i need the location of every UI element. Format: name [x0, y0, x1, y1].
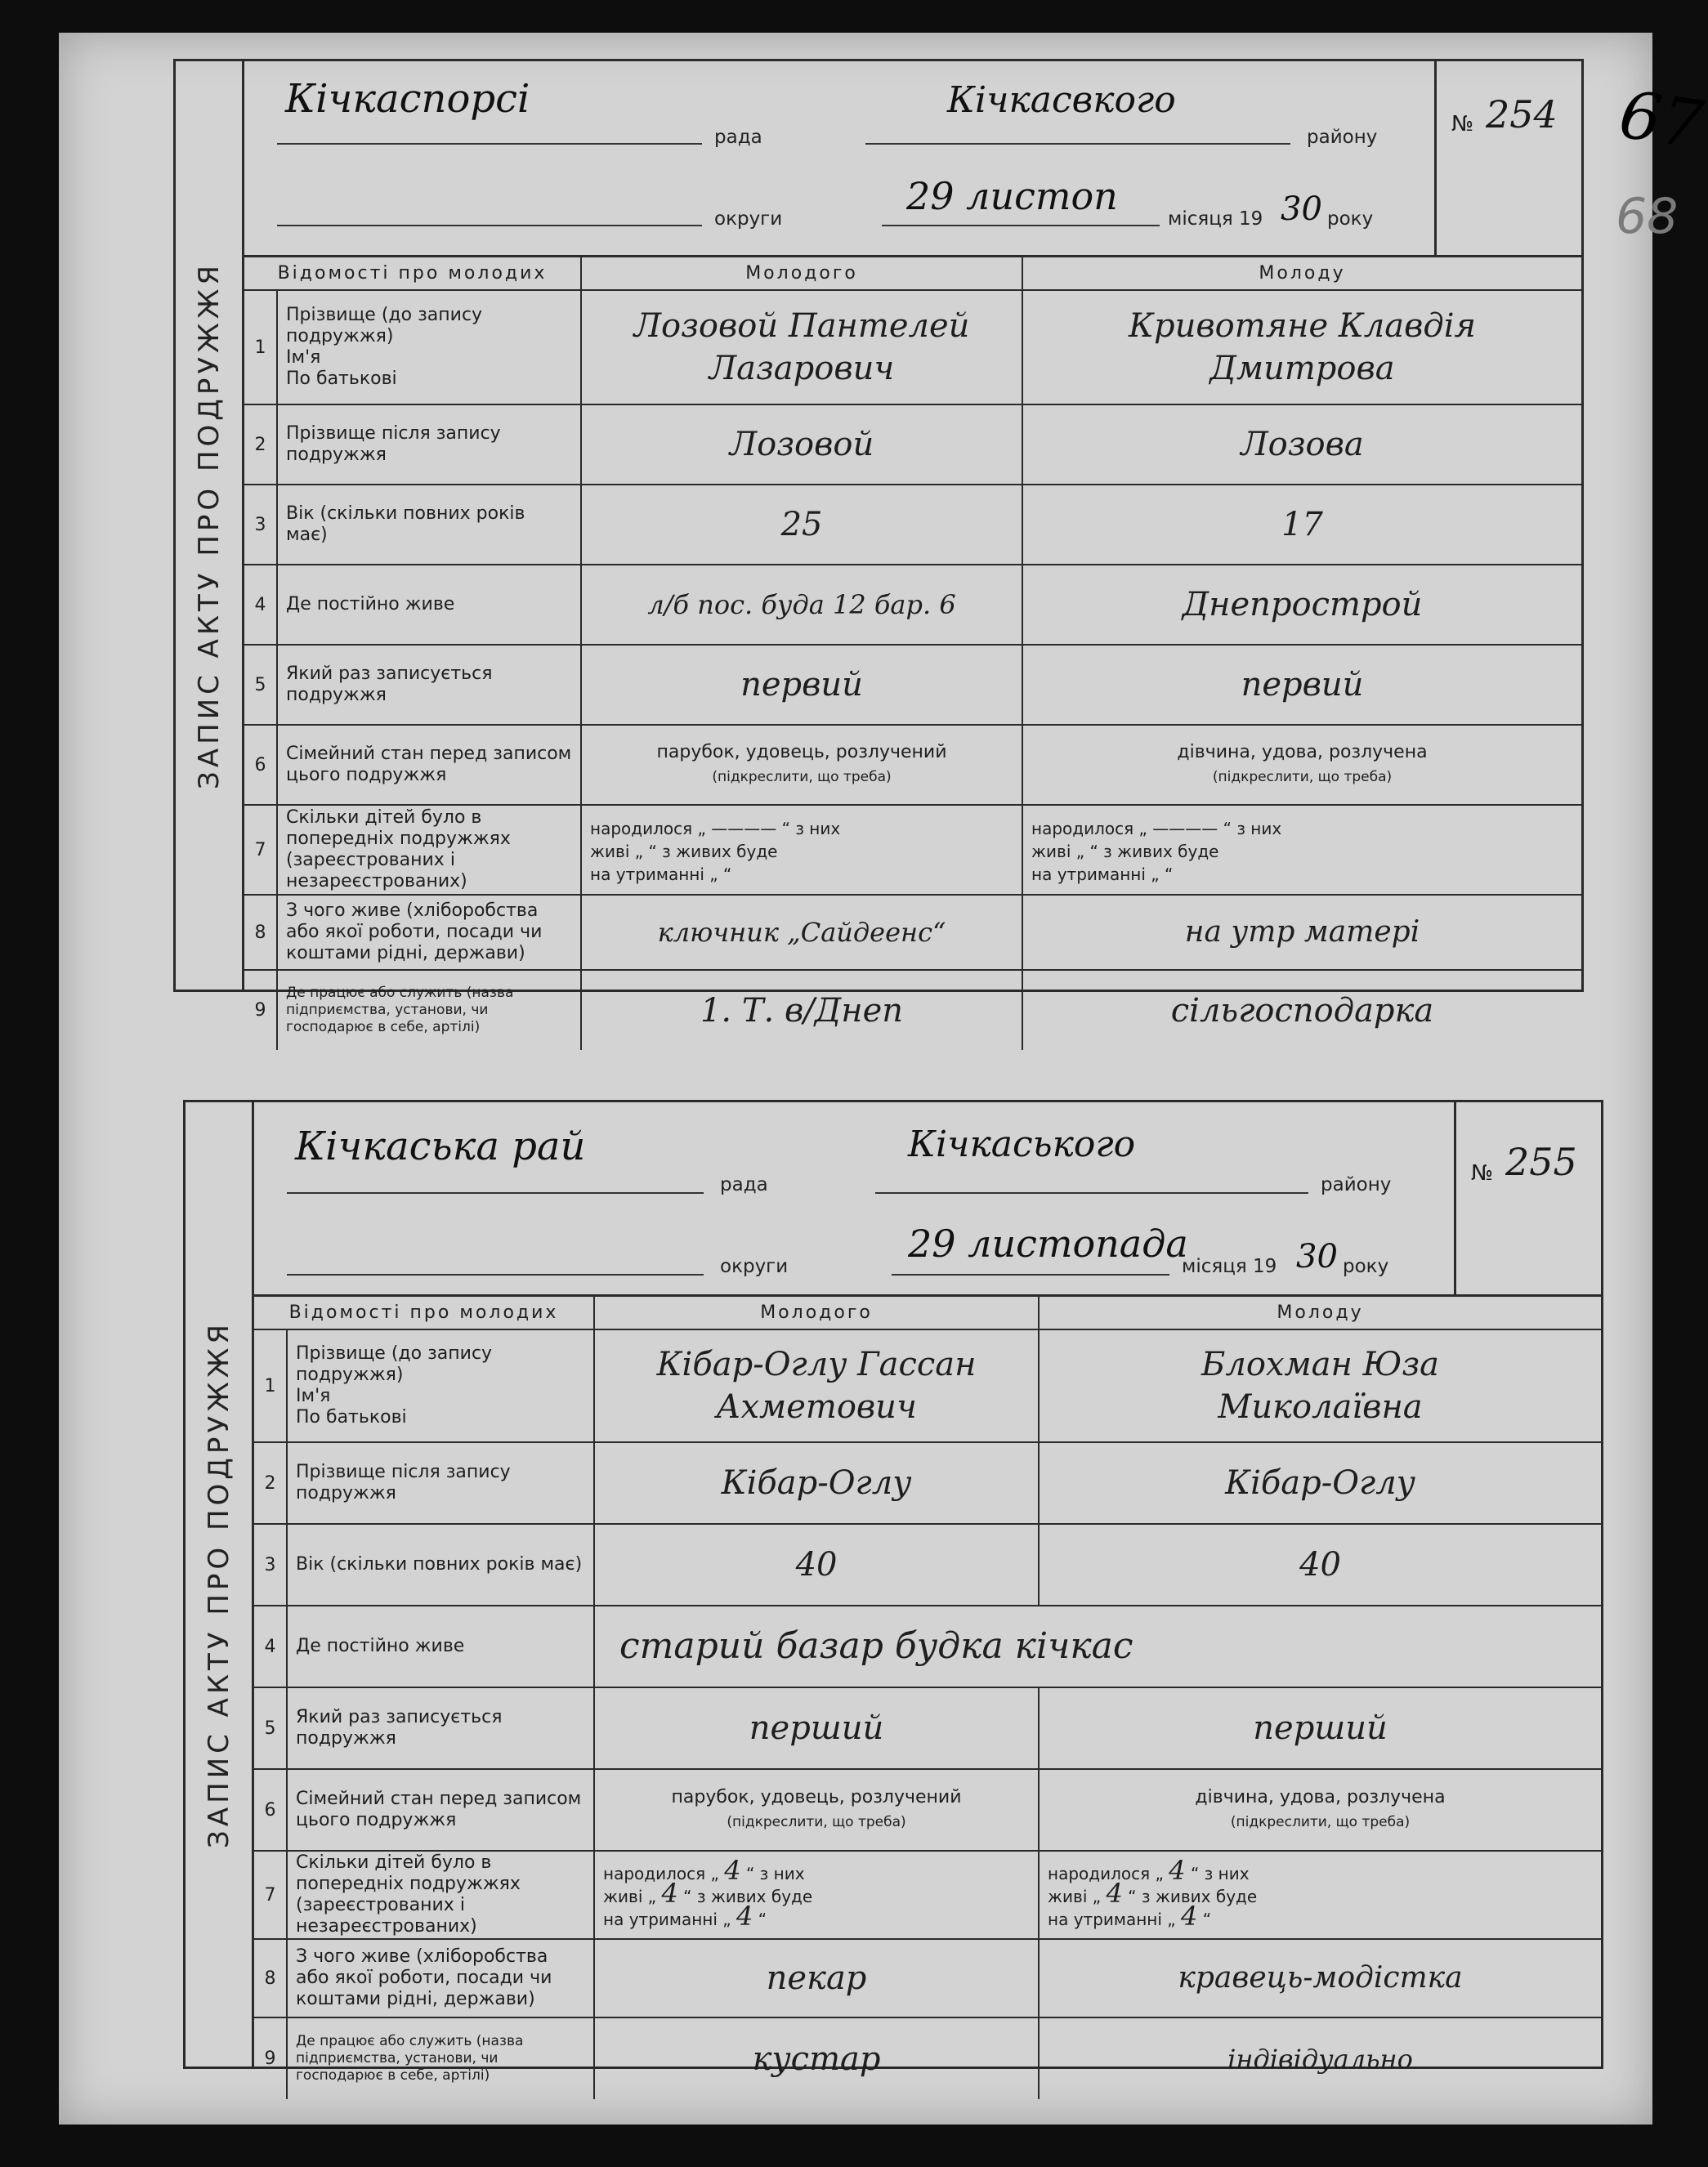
bride-residence: Днепрострой — [1022, 565, 1581, 645]
bride-occupation: на утр матері — [1022, 895, 1581, 970]
question-workplace: Де працює або служить (назва підприємства, установи, чи господарює в себе, артілі) — [287, 2017, 594, 2099]
question-residence: Де постійно живе — [277, 565, 581, 645]
groom-occupation: пекар — [594, 1939, 1039, 2017]
groom-name: Лозовой Пантелей Лазарович — [581, 290, 1022, 404]
bride-children: народилося „ ———— “ з них живі „ “ з живих буде на утриманні „ “ — [1022, 805, 1581, 895]
question-children: Скільки дітей було в попередніх подружжях (зареєстрованих і незареєстрованих) — [277, 805, 581, 895]
col-header-info: Відомості про молодих — [244, 257, 581, 290]
bride-name: Блохман Юза Миколаївна — [1039, 1329, 1601, 1442]
groom-after-surname: Лозовой — [581, 404, 1022, 485]
month-label: місяця 19 — [1168, 208, 1263, 230]
rada-value: Кічкаська рай — [295, 1124, 586, 1169]
bride-occupation: кравець-модістка — [1039, 1939, 1601, 2017]
bride-age: 40 — [1039, 1524, 1601, 1606]
bride-times: перший — [1039, 1687, 1601, 1769]
rayon-value: Кічкасвкого — [947, 79, 1176, 121]
record-table: Відомості про молодих Молодого Молоду 1 Прізвище (до запису подружжя) Ім'я По батькові Кібар-Оглу Гассан Ахметович Блохман Юза Миколаївна 2 Прізвище після запису подружжя Кібар-Оглу Кібар-Оглу 3 Вік (скільки повних років має) 40 40 4 Де постійно живе старий базар будка кічкас 5 Який раз записується подружжя перший перший 6 Сімейний стан перед записом цього подружжя парубок, удовець, розлучений (підкреслити, що треба) дівчина, удова, розлучена (підкреслити, що треба) 7 Скільки дітей було в попередніх подружжях (зареєстрованих і незареєстрованих) народилося „ 4 “ з них живі „ 4 “ з живих буде на утриманні „ 4 “ народилося „ 4 “ з них живі „ 4 “ з живих буде на утриманні „ 4 “ 8 З чого живе (хліборобства або якої роботи, посади чи коштами рідні, держави) пекар кравець-модістка 9 Де працює або служить (назва підприємства, установи, чи господарює в себе, артілі) кустар індівідуально — [254, 1297, 1601, 2099]
bride-workplace: сільгосподарка — [1022, 970, 1581, 1050]
groom-occupation: ключник „Сайдеенс“ — [581, 895, 1022, 970]
question-children: Скільки дітей було в попередніх подружжях (зареєстрованих і незареєстрованих) — [287, 1851, 594, 1939]
okrugy-label: округи — [714, 208, 783, 230]
col-header-groom: Молодого — [581, 257, 1022, 290]
okrugy-label: округи — [720, 1256, 789, 1277]
groom-times: перший — [594, 1687, 1039, 1769]
vertical-title: ЗАПИС АКТУ ПРО ПОДРУЖЖЯ — [186, 1102, 254, 2066]
record-table: Відомості про молодих Молодого Молоду 1 Прізвище (до запису подружжя) Ім'я По батькові Лозовой Пантелей Лазарович Кривотяне Клавдія Дмитрова 2 Прізвище після запису подружжя Лозовой Лозова 3 Вік (скільки повних років має) 25 17 4 Де постійно живе л/б пос. буда 12 бар. 6 Днепрострой 5 Який раз записується подружжя первий первий 6 Сімейний стан перед записом цього подружжя парубок, удовець, розлучений (підкреслити, що треба) дівчина, удова, розлучена (підкреслити, що треба) 7 Скільки дітей було в попередніх подружжях (зареєстрованих і незареєстрованих) народилося „ ———— “ з них живі „ “ з живих буде на утриманні „ “ народилося „ ———— “ з них живі „ “ з живих буде на утриманні „ “ 8 З чого живе (хліборобства або якої роботи, посади чи коштами рідні, держави) ключник „Сайдеенс“ на утр матері 9 Де працює або служить (назва підприємства, установи, чи господарює в себе, артілі) 1. Т. в/Днеп сільгосподарка — [244, 257, 1581, 1050]
bride-after-surname: Лозова — [1022, 404, 1581, 485]
groom-status: парубок, удовець, розлучений (підкреслити, що треба) — [581, 725, 1022, 805]
question-times: Який раз записується подружжя — [277, 645, 581, 725]
question-status: Сімейний стан перед записом цього подружжя — [287, 1769, 594, 1851]
question-occupation: З чого живе (хліборобства або якої роботи, посади чи коштами рідні, держави) — [287, 1939, 594, 2017]
question-name: Прізвище (до запису подружжя) Ім'я По батькові — [277, 290, 581, 404]
col-header-groom: Молодого — [594, 1297, 1039, 1329]
record-number: 255 — [1505, 1140, 1577, 1184]
groom-children: народилося „ ———— “ з них живі „ “ з живих буде на утриманні „ “ — [581, 805, 1022, 895]
question-after-surname: Прізвище після запису подружжя — [287, 1442, 594, 1524]
groom-name: Кібар-Оглу Гассан Ахметович — [594, 1329, 1039, 1442]
vertical-title: ЗАПИС АКТУ ПРО ПОДРУЖЖЯ — [176, 61, 244, 990]
page-number-mark: 67 — [1615, 76, 1708, 163]
bride-after-surname: Кібар-Оглу — [1039, 1442, 1601, 1524]
record-number-box: № 255 — [1454, 1102, 1601, 1294]
year-label: року — [1343, 1256, 1389, 1277]
groom-status: парубок, удовець, розлучений (підкреслити, що треба) — [594, 1769, 1039, 1851]
date-value: 29 листоп — [906, 174, 1118, 218]
groom-times: первий — [581, 645, 1022, 725]
col-header-info: Відомості про молодих — [254, 1297, 594, 1329]
rada-value: Кічкаспорсі — [285, 76, 530, 122]
document-sheet — [59, 33, 1708, 2125]
question-status: Сімейний стан перед записом цього подружжя — [277, 725, 581, 805]
marriage-record-form-2 — [183, 1100, 1603, 2084]
bride-status: дівчина, удова, розлучена (підкреслити, що треба) — [1022, 725, 1581, 805]
marriage-record-form-1 — [173, 59, 1584, 1035]
record-number-box: № 254 — [1434, 61, 1581, 255]
col-header-bride: Молоду — [1039, 1297, 1601, 1329]
bride-workplace: індівідуально — [1039, 2017, 1601, 2099]
year-value: 30 — [1296, 1238, 1338, 1276]
question-name: Прізвище (до запису подружжя) Ім'я По батькові — [287, 1329, 594, 1442]
bride-age: 17 — [1022, 485, 1581, 565]
date-value: 29 листопада — [908, 1222, 1188, 1266]
rayon-value: Кічкаського — [908, 1124, 1136, 1165]
record-header — [244, 61, 1581, 257]
question-occupation: З чого живе (хліборобства або якої роботи, посади чи коштами рідні, держави) — [277, 895, 581, 970]
groom-after-surname: Кібар-Оглу — [594, 1442, 1039, 1524]
residence-shared: старий базар будка кічкас — [594, 1606, 1601, 1687]
month-label: місяця 19 — [1182, 1256, 1277, 1277]
bride-name: Кривотяне Клавдія Дмитрова — [1022, 290, 1581, 404]
groom-workplace: 1. Т. в/Днеп — [581, 970, 1022, 1050]
question-residence: Де постійно живе — [287, 1606, 594, 1687]
rada-label: рада — [714, 127, 762, 148]
question-workplace: Де працює або служить (назва підприємства, установи, чи господарює в себе, артілі) — [277, 970, 581, 1050]
bride-children: народилося „ 4 “ з них живі „ 4 “ з живих буде на утриманні „ 4 “ — [1039, 1851, 1601, 1939]
col-header-bride: Молоду — [1022, 257, 1581, 290]
question-times: Який раз записується подружжя — [287, 1687, 594, 1769]
rayon-label: району — [1307, 127, 1378, 148]
question-age: Вік (скільки повних років має) — [277, 485, 581, 565]
rayon-label: району — [1321, 1174, 1392, 1195]
groom-children: народилося „ 4 “ з них живі „ 4 “ з живих буде на утриманні „ 4 “ — [594, 1851, 1039, 1939]
groom-age: 40 — [594, 1524, 1039, 1606]
bride-status: дівчина, удова, розлучена (підкреслити, що треба) — [1039, 1769, 1601, 1851]
year-label: року — [1327, 208, 1374, 230]
record-number: 254 — [1486, 92, 1558, 136]
groom-workplace: кустар — [594, 2017, 1039, 2099]
question-age: Вік (скільки повних років має) — [287, 1524, 594, 1606]
rada-label: рада — [720, 1174, 768, 1195]
question-after-surname: Прізвище після запису подружжя — [277, 404, 581, 485]
groom-residence: л/б пос. буда 12 бар. 6 — [581, 565, 1022, 645]
year-value: 30 — [1281, 190, 1322, 228]
record-header — [254, 1102, 1601, 1297]
bride-times: первий — [1022, 645, 1581, 725]
page-number-mark-secondary: 68 — [1616, 188, 1679, 245]
groom-age: 25 — [581, 485, 1022, 565]
